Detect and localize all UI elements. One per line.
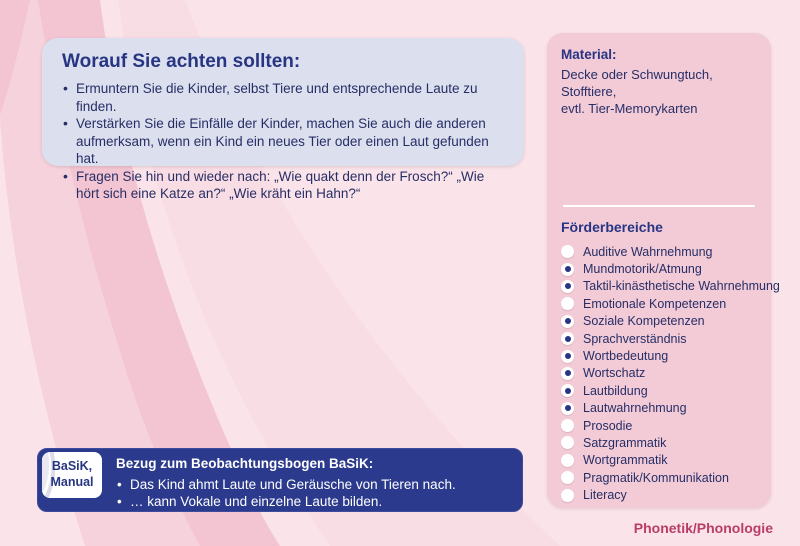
foerder-label: Lautbildung [583, 383, 648, 398]
material-item: evtl. Tier-Memorykarten [561, 101, 698, 116]
foerder-item [561, 452, 759, 469]
basik-manual-tab [42, 452, 102, 498]
material-item: Stofftiere, [561, 84, 617, 99]
sidebar-divider [563, 205, 755, 207]
foerder-item [561, 417, 759, 434]
foerder-item [561, 278, 780, 295]
radio-indicator [561, 384, 574, 397]
radio-indicator [561, 489, 574, 502]
foerder-label: Auditive Wahrnehmung [583, 244, 713, 259]
foerder-label: Soziale Kompetenzen [583, 314, 705, 329]
foerder-item [561, 330, 759, 347]
foerder-label: Lautwahrnehmung [583, 401, 687, 416]
radio-indicator [561, 471, 574, 484]
basik-content [116, 449, 522, 510]
foerder-item [561, 365, 759, 382]
instructions-list [62, 80, 504, 203]
foerder-label: Prosodie [583, 418, 633, 433]
foerder-label: Emotionale Kompetenzen [583, 296, 727, 311]
radio-indicator [561, 419, 574, 432]
radio-indicator [561, 297, 574, 310]
foerder-label: Pragmatik/Kommunikation [583, 470, 729, 485]
foerder-label: Wortgrammatik [583, 453, 668, 468]
instructions-panel [42, 38, 524, 201]
instruction-item: • Fragen Sie hin und wieder nach: „Wie quakt denn der Frosch?“ „Wie hört sich eine Katze an?“ „Wie kräht ein Hahn?“ [62, 168, 504, 203]
foerder-label: Mundmotorik/Atmung [583, 262, 702, 277]
basik-item: • Das Kind ahmt Laute und Geräusche von Tieren nach. [116, 476, 512, 493]
foerder-item [561, 382, 759, 399]
basik-reference-panel [37, 448, 523, 512]
foerder-item [561, 243, 759, 260]
radio-indicator [561, 315, 574, 328]
radio-indicator [561, 245, 574, 258]
radio-indicator [561, 263, 574, 276]
material-item: Decke oder Schwungtuch, [561, 67, 713, 82]
foerder-item [561, 400, 759, 417]
foerder-item [561, 260, 759, 277]
foerder-item [561, 469, 759, 486]
radio-indicator [561, 350, 574, 363]
foerder-item [561, 347, 759, 364]
foerder-label: Satzgrammatik [583, 435, 667, 450]
foerder-item [561, 434, 759, 451]
foerder-label: Wortbedeutung [583, 349, 669, 364]
tab-label: BaSiK, Manual [50, 459, 94, 489]
material-section [561, 47, 759, 117]
instructions-title: Worauf Sie achten sollten: [62, 51, 301, 72]
radio-indicator [561, 367, 574, 380]
radio-indicator [561, 436, 574, 449]
foerderbereiche-list [561, 243, 780, 504]
category-label: Phonetik/Phonologie [633, 520, 773, 536]
radio-indicator [561, 402, 574, 415]
foerder-label: Sprachverständnis [583, 331, 687, 346]
foerder-label: Taktil-kinästhetische Wahrnehmung [583, 279, 780, 294]
foerder-item [561, 313, 759, 330]
instruction-item: • Verstärken Sie die Einfälle der Kinder, machen Sie auch die anderen aufmerksam, wenn ein Kind ein neues Tier oder einen Laut gefunden hat. [62, 115, 504, 168]
basik-list [116, 476, 512, 510]
radio-indicator [561, 454, 574, 467]
foerder-label: Wortschatz [583, 366, 646, 381]
material-list [561, 66, 759, 117]
foerder-item [561, 486, 759, 503]
sidebar-panel [547, 33, 780, 508]
foerderbereiche-title: Förderbereiche [561, 219, 663, 235]
foerder-item [561, 295, 759, 312]
radio-indicator [561, 280, 574, 293]
foerder-label: Literacy [583, 488, 627, 503]
basik-title: Bezug zum Beobachtungsbogen BaSiK: [116, 456, 374, 471]
radio-indicator [561, 332, 574, 345]
instruction-item: • Ermuntern Sie die Kinder, selbst Tiere und entsprechende Laute zu finden. [62, 80, 504, 115]
material-title: Material: [561, 47, 617, 62]
basik-item: • … kann Vokale und einzelne Laute bilden. [116, 493, 512, 510]
